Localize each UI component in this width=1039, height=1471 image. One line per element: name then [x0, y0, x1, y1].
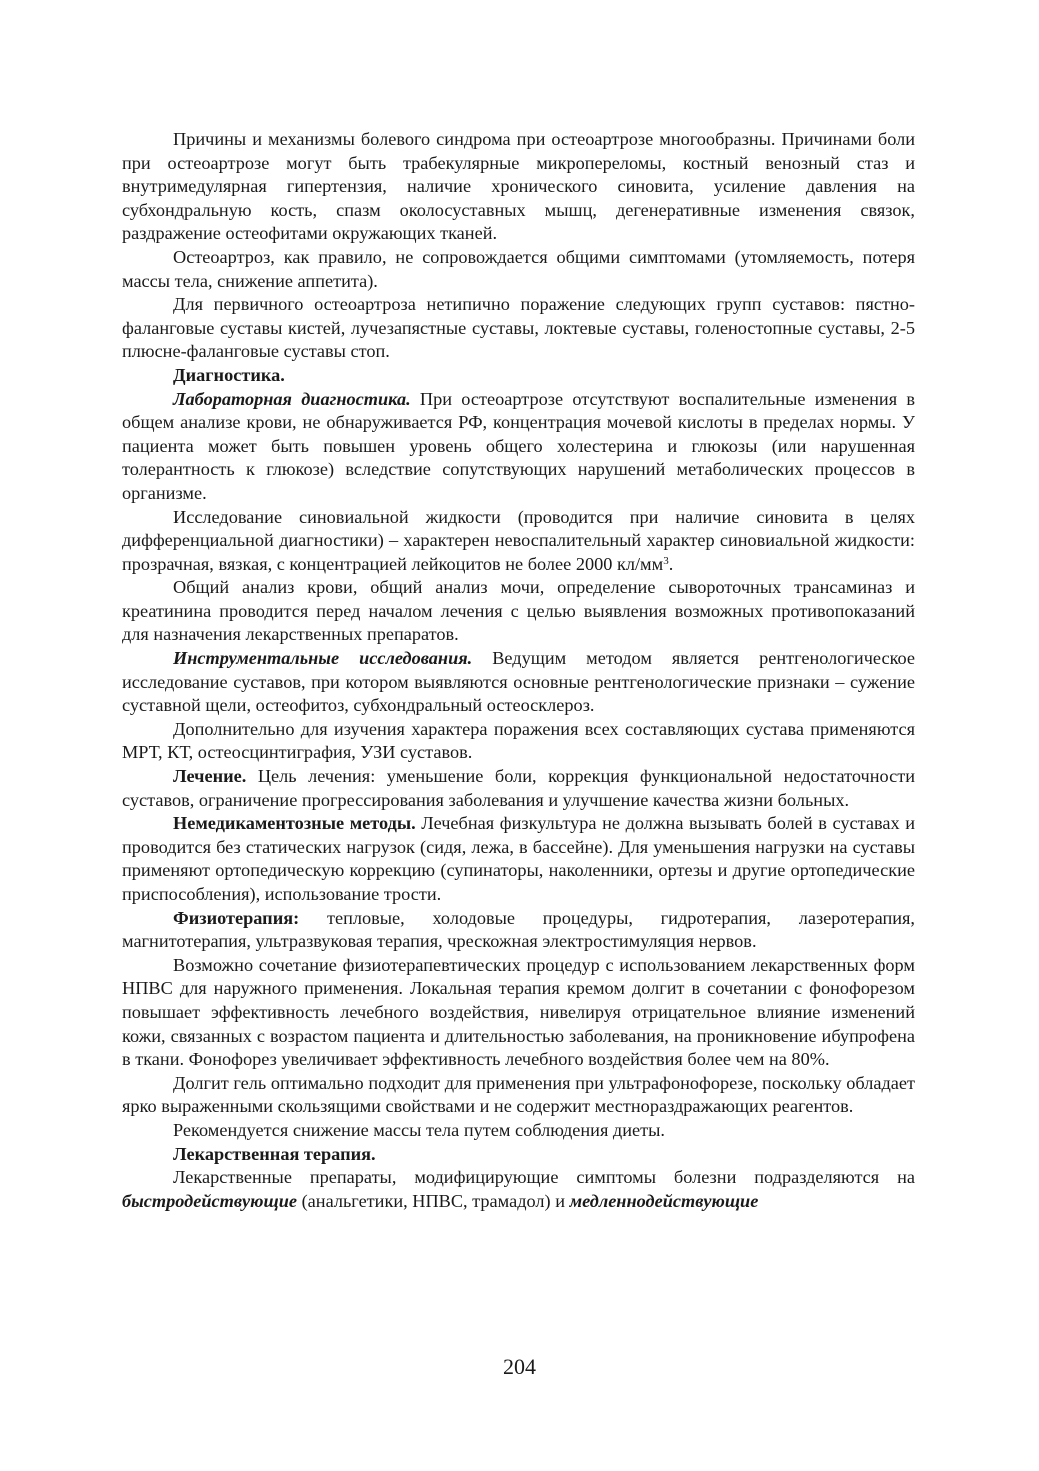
- paragraph-treatment: [122, 765, 915, 812]
- paragraph-atypical-joints: Для первичного остеоартроза нетипично поражение следующих групп суставов: пястно-фаланговые суставы кистей, лучезапястные суставы, локтевые суставы, голеностопные суставы, 2-5 плюсне-фаланговые суставы стоп.: [122, 294, 915, 362]
- heading-drug-therapy: Лекарственная терапия.: [173, 1143, 376, 1164]
- lead-physiotherapy: Физиотерапия:: [173, 907, 300, 928]
- superscript-cubed: 3: [663, 554, 669, 567]
- text-non-drug: Лечебная физкультура не должна вызывать болей в суставах и проводится без статических нагрузок (сидя, лежа, в бассейне). Для уменьшения нагрузки на суставы применяют ортопедическую коррекцию (супинаторы, наколенники, ортезы и другие ортопедические приспособления), использование трости.: [122, 813, 915, 904]
- text-lab-diagnostics: При остеоартрозе отсутствуют воспалительные изменения в общем анализе крови, не обнаруживается РФ, концентрация мочевой кислоты в пределах нормы. У пациента может быть повышен уровень общего холестерина и глюкозы (или нарушенная толерантность к глюкозе) вследствие сопутствующих нарушений метаболических процессов в организме.: [122, 388, 915, 503]
- text-drug-classes-a: Лекарственные препараты, модифицирующие симптомы болезни подразделяются на: [173, 1167, 915, 1188]
- lead-treatment: Лечение.: [173, 766, 247, 787]
- heading-diagnostics: Диагностика.: [173, 364, 285, 385]
- text-treatment: Цель лечения: уменьшение боли, коррекция функциональной недостаточности суставов, ограничение прогрессирования заболевания и улучшение качества жизни больных.: [122, 766, 915, 810]
- paragraph-instrumental: [122, 647, 915, 718]
- lead-non-drug: Немедикаментозные методы.: [173, 813, 416, 834]
- text-synovial-fluid: Исследование синовиальной жидкости (проводится при наличие синовита в целях дифференциальной диагностики) – характерен невоспалительный характер синовиальной жидкости: прозрачная, вязкая, с концентрацией лейкоцитов не более 2000 кл/мм: [122, 506, 915, 574]
- paragraph-weight-loss: Рекомендуется снижение массы тела путем соблюдения диеты.: [173, 1119, 665, 1140]
- paragraph-lab-diagnostics: [122, 388, 915, 506]
- text-drug-classes-c: (анальгетики, НПВС, трамадол) и: [297, 1190, 570, 1211]
- paragraph-dolgit-gel: Долгит гель оптимально подходит для применения при ультрафонофорезе, поскольку обладает ярко выраженными скользящими свойствами и не содержит местнораздражающих реагентов.: [122, 1072, 915, 1117]
- term-slow-acting: медленнодействующие: [569, 1190, 759, 1211]
- text-physiotherapy: тепловые, холодовые процедуры, гидротерапия, лазеротерапия, магнитотерапия, ультразвуковая терапия, чрескожная электростимуляция нервов.: [122, 907, 915, 952]
- text-instrumental: Ведущим методом является рентгенологическое исследование суставов, при котором выявляются основные рентгенологические признаки – сужение суставной щели, остеофитоз, субхондральный остеосклероз.: [122, 648, 915, 716]
- paragraph-pain-causes: Причины и механизмы болевого синдрома при остеоартрозе многообразны. Причинами боли при остеоартрозе могут быть трабекулярные микропереломы, костный венозный стаз и внутримедулярная гипертензия, наличие хронического синовита, усиление давления на субхондральную кость, спазм околосуставных мышц, дегенеративные изменения связок, раздражение остеофитами окружающих тканей.: [122, 129, 915, 244]
- paragraph-additional-methods: Дополнительно для изучения характера поражения всех составляющих сустава применяются МРТ, КТ, остеосцинтиграфия, УЗИ суставов.: [122, 718, 915, 763]
- paragraph-phonophoresis: Возможно сочетание физиотерапевтических процедур с использованием лекарственных форм НПВС для наружного применения. Локальная терапия кремом долгит в сочетании с фонофорезом повышает эффективность лечебного воздействия, нивелируя отрицательное влияние изменений кожи, связанных с возрастом пациента и длительностью заболевания, на проникновение ибупрофена в ткани. Фонофорез увеличивает эффективность лечебного воздействия более чем на 80%.: [122, 954, 915, 1070]
- page-number: 204: [503, 1354, 536, 1379]
- term-fast-acting: быстродействующие: [122, 1190, 298, 1211]
- paragraph-physiotherapy: [122, 907, 915, 954]
- paragraph-general-symptoms: Остеоартроз, как правило, не сопровождается общими симптомами (утомляемость, потеря массы тела, снижение аппетита).: [122, 246, 915, 291]
- paragraph-synovial-fluid: [122, 506, 915, 577]
- lead-lab-diagnostics: Лабораторная диагностика.: [173, 388, 411, 409]
- paragraph-non-drug: [122, 812, 915, 906]
- lead-instrumental: Инструментальные исследования.: [173, 648, 473, 669]
- paragraph-drug-classes: [122, 1166, 915, 1213]
- text-synovial-fluid-end: .: [668, 553, 674, 574]
- paragraph-blood-tests: Общий анализ крови, общий анализ мочи, определение сывороточных трансаминаз и креатинина проводится перед началом лечения с целью выявления возможных противопоказаний для назначения лекарственных препаратов.: [122, 577, 915, 645]
- body-text: [122, 128, 915, 1213]
